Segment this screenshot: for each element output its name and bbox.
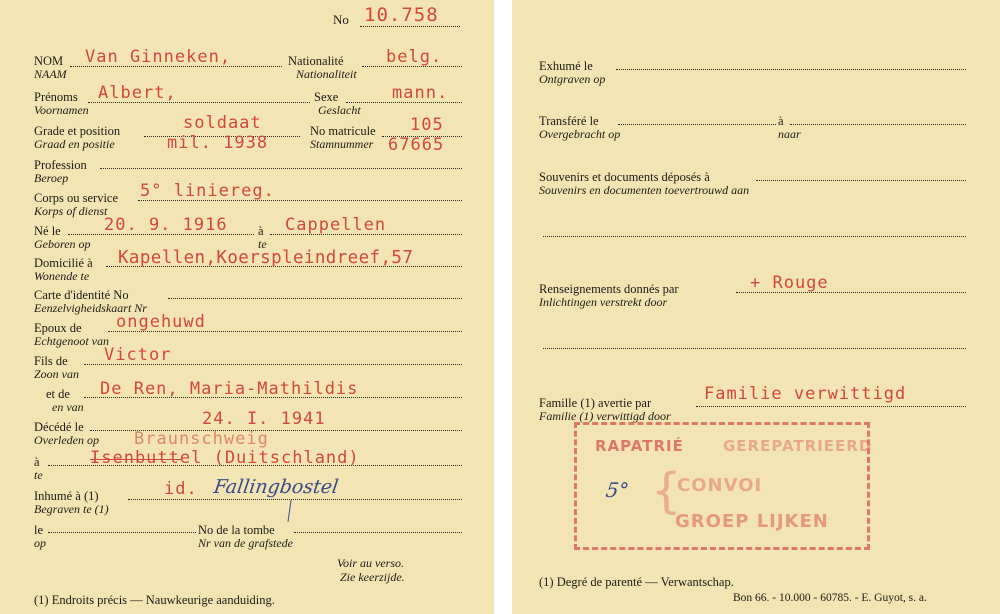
decede-place-top: Braunschweig <box>134 429 269 449</box>
tombe-le-label: le <box>34 523 44 537</box>
footnote-left: (1) Endroits précis — Nauwkeurige aanduiding. <box>34 593 275 607</box>
matricule-label: No matricule <box>310 124 376 138</box>
famille-line <box>696 406 966 407</box>
ne-place-value: Cappellen <box>285 215 387 235</box>
carte-line <box>168 298 462 299</box>
stamp-convoi: CONVOI <box>677 475 763 496</box>
domicile-label: Domicilié à <box>34 256 93 270</box>
sexe-label: Sexe <box>314 90 339 104</box>
beroep-label: Beroep <box>34 171 69 185</box>
nom-value: Van Ginneken, <box>85 47 232 67</box>
renseignements-value: + Rouge <box>750 273 829 293</box>
ontgraven-label: Ontgraven op <box>539 72 606 86</box>
corps-label: Corps ou service <box>34 191 119 205</box>
renseignements-line-2 <box>543 348 966 349</box>
sexe-value: mann. <box>392 83 449 103</box>
epoux-value: ongehuwd <box>116 312 206 332</box>
transfere-dest-line <box>790 124 966 125</box>
zoon-label: Zoon van <box>34 367 79 381</box>
souvenirs-nl-label: Souvenirs en documenten toevertrouwd aan <box>539 183 750 197</box>
naam-label: NAAM <box>34 67 67 81</box>
souvenirs-label: Souvenirs et documents déposés à <box>539 170 710 184</box>
nom-label: NOM <box>34 54 64 68</box>
tombe-op-label: op <box>34 536 46 550</box>
geboren-label: Geboren op <box>34 237 91 251</box>
tombe-le-line <box>48 532 196 533</box>
grafstede-label: Nr van de grafstede <box>198 536 293 550</box>
zie-keerzijde: Zie keerzijde. <box>340 570 405 584</box>
transfere-naar-label: naar <box>778 127 801 141</box>
inhume-value: id. <box>164 479 198 499</box>
prenoms-value: Albert, <box>98 83 177 103</box>
exhume-line <box>616 69 966 70</box>
wonende-label: Wonende te <box>34 269 90 283</box>
profession-line <box>100 168 462 169</box>
epoux-label: Epoux de <box>34 321 82 335</box>
tombe-line <box>294 532 462 533</box>
renseignements-label: Renseignements donnés par <box>539 282 679 296</box>
number-line <box>360 26 460 27</box>
souvenirs-line <box>756 180 966 181</box>
stamp-brace: { <box>651 463 683 519</box>
transfere-line <box>618 124 776 125</box>
korps-label: Korps of dienst <box>34 204 108 218</box>
stamp-handwritten: 5° <box>604 478 631 502</box>
transfere-a-label: à <box>778 114 784 128</box>
matricule-value-1: 105 <box>410 115 444 135</box>
decede-label: Décédé le <box>34 420 84 434</box>
transfere-label: Transféré le <box>539 114 599 128</box>
famille-value: Familie verwittigd <box>704 384 907 404</box>
overleden-label: Overleden op <box>34 433 99 447</box>
mere-label: et de <box>46 387 70 401</box>
begraven-label: Begraven te (1) <box>34 502 109 516</box>
stamp-gerepatrieerd: GEREPATRIEERD <box>723 437 873 455</box>
overgebracht-label: Overgebracht op <box>539 127 621 141</box>
decede-date: 24. I. 1941 <box>202 409 326 429</box>
ne-label: Né le <box>34 224 61 238</box>
decede-a-label: à <box>34 455 40 469</box>
grade-value-2: mil. 1938 <box>167 133 269 153</box>
familie-label: Familie (1) verwittigd door <box>539 409 671 423</box>
prenoms-label: Prénoms <box>34 90 78 104</box>
ne-te-label: te <box>258 237 267 251</box>
fils-label: Fils de <box>34 354 68 368</box>
number-label: No <box>333 12 349 27</box>
footnote-right: (1) Degré de parenté — Verwantschap. <box>539 575 734 589</box>
stamp-rapatrie: RAPATRIÉ <box>595 437 684 455</box>
profession-label: Profession <box>34 158 87 172</box>
famille-label: Famille (1) avertie par <box>539 396 652 410</box>
mere-nl-label: en van <box>52 400 84 414</box>
corps-value: 5° liniereg. <box>140 181 275 201</box>
card-number: 10.758 <box>364 4 439 26</box>
exhume-label: Exhumé le <box>539 59 593 73</box>
inhume-handwritten: Fallingbostel <box>212 476 340 498</box>
stamnummer-label: Stamnummer <box>310 137 374 151</box>
souvenirs-line-2 <box>543 236 966 237</box>
decede-place: Isenbuttel (Duitschland) <box>90 448 360 468</box>
printer-line: Bon 66. - 10.000 - 60785. - E. Guyot, s. a. <box>733 592 927 604</box>
voir-verso: Voir au verso. <box>337 556 404 570</box>
tombe-label: No de la tombe <box>198 523 275 537</box>
inlichtingen-label: Inlichtingen verstrekt door <box>539 295 668 309</box>
decede-te-label: te <box>34 468 43 482</box>
ne-a-label: à <box>258 224 264 238</box>
matricule-value-2: 67665 <box>388 135 445 155</box>
fils-value: Victor <box>104 345 172 365</box>
grade-label: Grade et position <box>34 124 121 138</box>
stamp-groep: GROEP LIJKEN <box>675 511 829 532</box>
strikethrough <box>90 459 182 460</box>
nationalite-value: belg. <box>386 47 443 67</box>
ne-value: 20. 9. 1916 <box>104 215 228 235</box>
carte-label: Carte d'identité No <box>34 288 129 302</box>
echtgenoot-label: Echtgenoot van <box>34 334 109 348</box>
kaart-label: Eenzelvigheidskaart Nr <box>34 301 147 315</box>
nationalite-label: Nationalité <box>288 54 344 68</box>
voornamen-label: Voornamen <box>34 103 89 117</box>
domicile-value: Kapellen,Koerspleindreef,57 <box>118 248 414 268</box>
grade-value-1: soldaat <box>183 113 262 133</box>
nationaliteit-label: Nationaliteit <box>296 67 357 81</box>
inhume-line <box>128 499 462 500</box>
graad-label: Graad en positie <box>34 137 115 151</box>
geslacht-label: Geslacht <box>318 103 361 117</box>
mere-value: De Ren, Maria-Mathildis <box>100 379 359 399</box>
inhume-label: Inhumé à (1) <box>34 489 99 503</box>
